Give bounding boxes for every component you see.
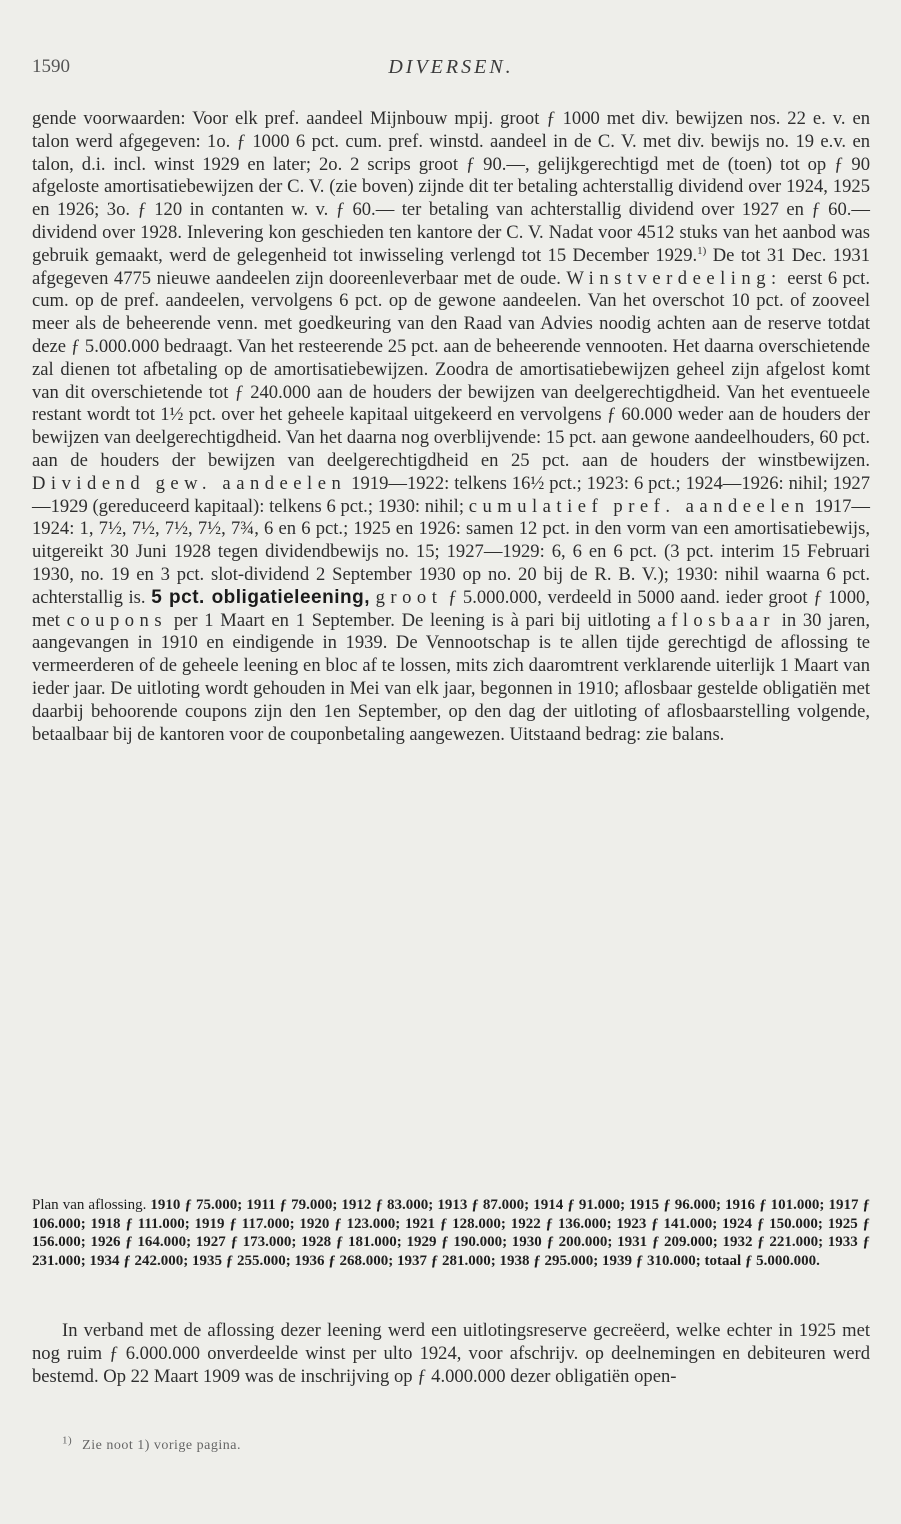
main-text <box>32 108 870 746</box>
footnote-ref: 1) <box>697 244 707 257</box>
section-heading-obligatieleening: 5 pct. obligatieleening, <box>151 586 370 608</box>
page-header <box>32 52 870 82</box>
plan-label: Plan van aflossing. <box>32 1197 147 1213</box>
footnote-text: Zie noot 1) vorige pagina. <box>82 1438 241 1453</box>
text-segment: 1919—1922: telkens 16½ pct.; 1923: 6 pct.; 1924—1926: nihil; 1927—1929 (gereduceerd kapitaal): telkens 6 pct.; 1930: nihil; <box>32 472 870 517</box>
text-segment: ƒ 5.000.000, verdeeld in 5000 aand. ieder groot ƒ 1000, met <box>32 586 870 631</box>
text-segment: per 1 Maart en 1 September. De leening is à pari bij uitloting <box>167 609 658 631</box>
text-segment: gende voorwaarden: Voor elk pref. aandeel Mijnbouw mpij. groot ƒ 1000 met div. bewijzen nos. 22 e. v. en talon werd afgegeven: 1o. ƒ 1000 6 pct. cum. pref. winstd. aandeel in de C. V. met div. bewijs no. 19 e.v. en talon, d.i. incl. winst 1929 en later; 2o. 2 scrips groot ƒ 90.—, gelijkgerechtigd met de (toen) tot op ƒ 90 afgeloste amortisatiebewijzen der C. V. (zie boven) zijnde dit ter betaling achterstallig dividend over 1924, 1925 en 1926; 3o. ƒ 120 in contanten w. v. ƒ 60.— ter betaling van achterstallig dividend over 1927 en ƒ 60.— dividend over 1928. Inlevering kon geschieden ten kantore der C. V. Nadat voor 4512 stuks van het aanbod was gebruik gemaakt, werd de gelegenheid tot inwisseling verlengd tot 15 December 1929. <box>32 108 870 266</box>
emphasis-groot: groot <box>375 586 443 608</box>
text-segment: in 30 jaren, aangevangen in 1910 en eindigende in 1939. De Vennootschap is te allen tijde gerechtigd de aflossing te vermeerderen of de geheele leening en bloc af te lossen, mits zich daaromtrent verklarende uiterlijk 1 Maart van ieder jaar. De uitloting wordt gehouden in Mei van elk jaar, begonnen in 1910; aflosbaar gestelde obligatiën met daarbij behoorende coupons zijn den 1en September, op den dag der uitloting of aflosbaarstelling volgende, betaalbaar bij de kantoren voor de couponbetaling aangewezen. Uitstaand bedrag: zie balans. <box>32 609 870 745</box>
paragraph-uitlotingsreserve: In verband met de aflossing dezer leening werd een uitlotingsreserve gecreëerd, welke echter in 1925 met nog ruim ƒ 6.000.000 onverdeelde winst per ulto 1924, voor afschrijv. op deelnemingen en debiteuren werd bestemd. Op 22 Maart 1909 was de inschrijving op ƒ 4.000.000 dezer obligatiën open- <box>32 1320 870 1387</box>
section-label-cumulatief: cumulatief pref. aandeelen <box>468 495 810 517</box>
section-label-dividend: Dividend gew. aandeelen <box>32 472 347 494</box>
running-title: DIVERSEN. <box>388 56 514 78</box>
text-segment: 1917—1924: 1, 7½, 7½, 7½, 7½, 7¾, 6 en 6 pct.; 1925 en 1926: samen 12 pct. in den vorm van een amortisatiebewijs, uitgereikt 30 Juni 1928 tegen dividendbewijs no. 15; 1927—1929: 6, 6 en 6 pct. (3 pct. interim 15 Februari 1930, no. 19 en 3 pct. slot-dividend 2 September 1930 op no. 20 bij de R. B. V.); 1930: nihil waarna 6 pct. achterstallig is. <box>32 495 870 608</box>
emphasis-aflosbaar: aflosbaar <box>657 609 775 631</box>
redemption-plan <box>32 1196 870 1270</box>
page-number: 1590 <box>32 56 70 77</box>
plan-entries: 1910 ƒ 75.000; 1911 ƒ 79.000; 1912 ƒ 83.000; 1913 ƒ 87.000; 1914 ƒ 91.000; 1915 ƒ 96.000; 1916 ƒ 101.000; 1917 ƒ 106.000; 1918 ƒ 111.000; 1919 ƒ 117.000; 1920 ƒ 123.000; 1921 ƒ 128.000; 1922 ƒ 136.000; 1923 ƒ 141.000; 1924 ƒ 150.000; 1925 ƒ 156.000; 1926 ƒ 164.000; 1927 ƒ 173.000; 1928 ƒ 181.000; 1929 ƒ 190.000; 1930 ƒ 200.000; 1931 ƒ 209.000; 1932 ƒ 221.000; 1933 ƒ 231.000; 1934 ƒ 242.000; 1935 ƒ 255.000; 1936 ƒ 268.000; 1937 ƒ 281.000; 1938 ƒ 295.000; 1939 ƒ 310.000; totaal ƒ 5.000.000. <box>32 1197 871 1269</box>
text-segment: De tot 31 Dec. 1931 afgegeven 4775 nieuwe aandeelen zijn dooreenleverbaar met de oude. <box>32 244 870 289</box>
text-segment: eerst 6 pct. cum. op de pref. aandeelen, vervolgens 6 pct. op de gewone aandeelen. Van het overschot 10 pct. of zooveel meer als de beheerende venn. met goedkeuring van den Raad van Advies noodig achten aan de reserve totdat deze ƒ 5.000.000 bedraagt. Van het resteerende 25 pct. aan de beheerende vennooten. Het daarna overschietende zal dienen tot afbetaling op de amortisatiebewijzen. Zoodra de amortisatiebewijzen geheel zijn afgelost komt van dit overschietende tot ƒ 240.000 aan de houders der bewijzen van deelgerechtigdheid. Van het eventueele restant wordt tot 1½ pct. over het geheele kapitaal uitgekeerd en vervolgens ƒ 60.000 weder aan de houders der bewijzen van deelgerechtigdheid. Van het daarna nog overblijvende: 15 pct. aan gewone aandeelhouders, 60 pct. aan de houders der bewijzen van deelgerechtigdheid en 25 pct. aan de houders der winstbewijzen. <box>32 267 870 471</box>
footnote <box>62 1434 241 1454</box>
footnote-mark: 1) <box>62 1434 73 1447</box>
emphasis-coupons: coupons <box>66 609 168 631</box>
section-label-winstverdeeling: Winstverdeeling: <box>566 267 782 289</box>
